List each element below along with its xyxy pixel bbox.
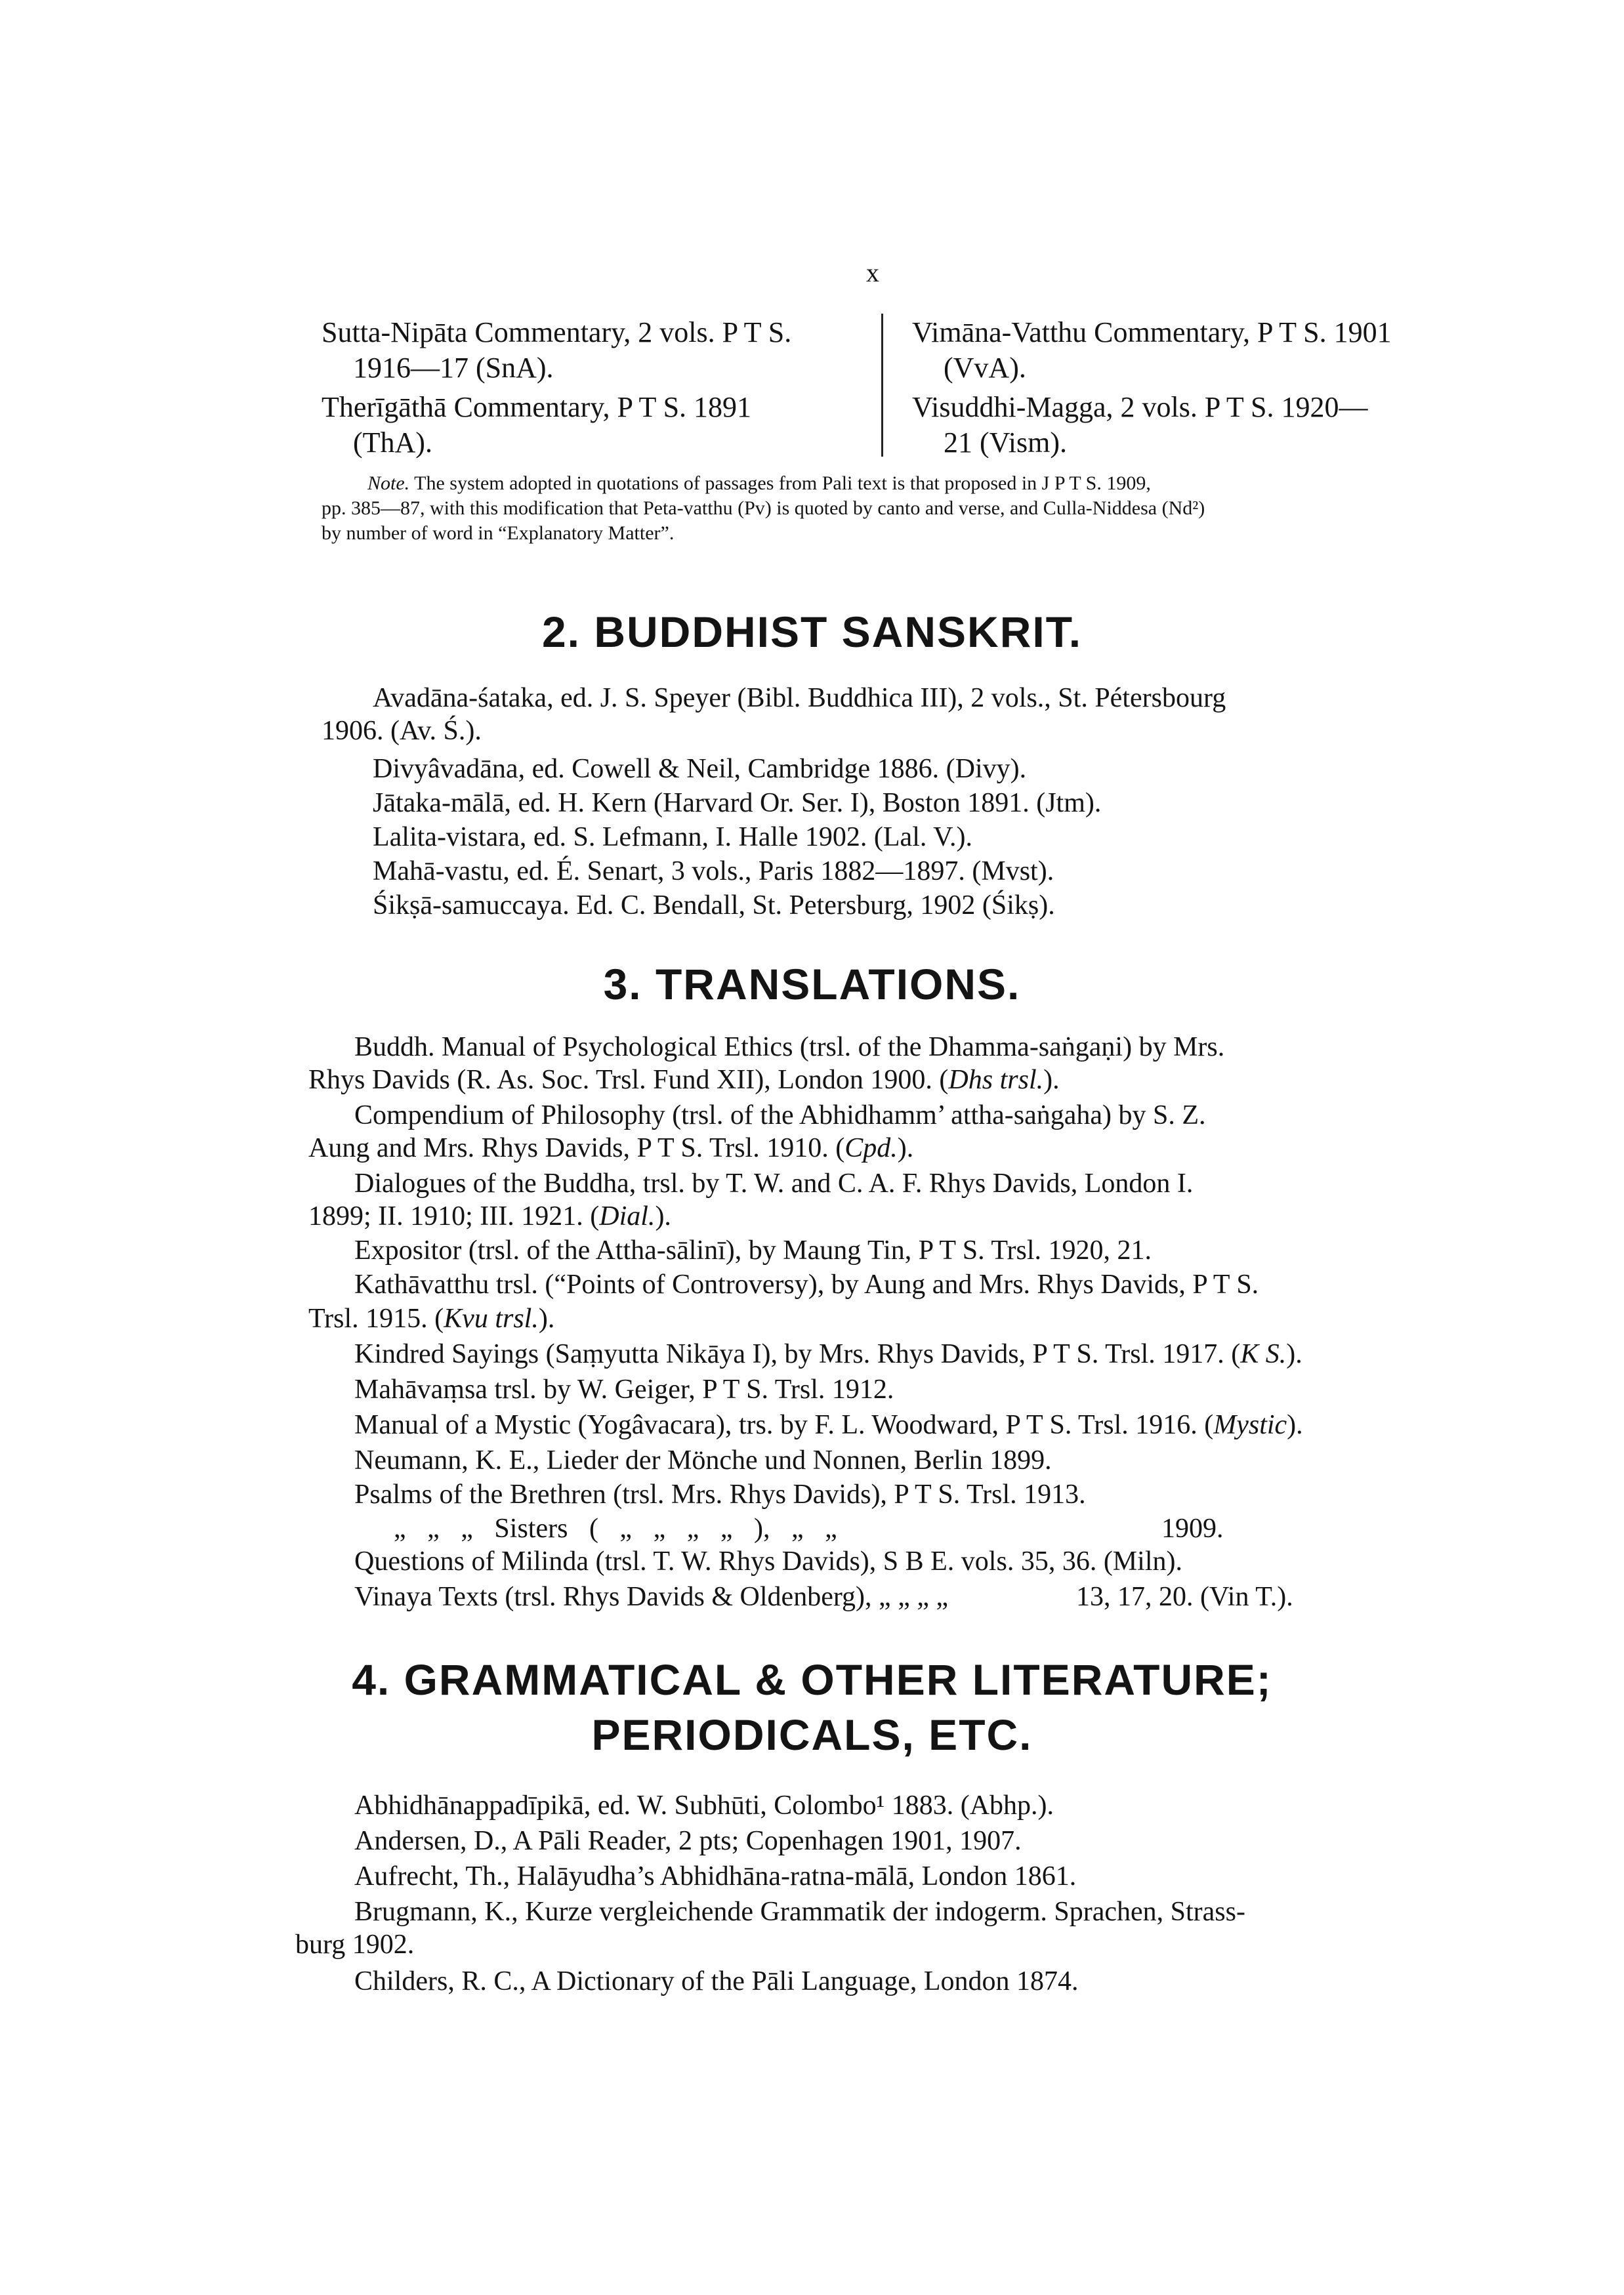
note-line [322, 471, 1444, 496]
bib-entry [912, 390, 1457, 461]
bib-entry-line: 21 (Vism). [944, 426, 1068, 459]
entry-line: Avadāna-śataka, ed. J. S. Speyer (Bibl. Buddhica III), 2 vols., St. Pétersbourg [373, 683, 1226, 713]
entry-line: Mahāvaṃsa trsl. by W. Geiger, P T S. Trsl. 1912. [354, 1375, 894, 1405]
entry-line [354, 1409, 1303, 1441]
note-text: The system adopted in quotations of passages from Pali text is that proposed in J P T S. 1909, [414, 472, 1151, 494]
entry-line: Psalms of the Brethren (trsl. Mrs. Rhys Davids), P T S. Trsl. 1913. [354, 1479, 1086, 1510]
entry-line-ditto: „ „ „ Sisters ( „ „ „ „ ), „ „ [394, 1514, 837, 1544]
abbreviation: K S. [1240, 1339, 1287, 1369]
pts-list-right [912, 315, 1457, 465]
page-number: x [866, 258, 879, 287]
entry-line: Buddh. Manual of Psychological Ethics (trsl. of the Dhamma-saṅgaṇi) by Mrs. [354, 1032, 1225, 1062]
abbreviation: Mystic [1213, 1410, 1287, 1440]
abbreviation: Dhs trsl. [948, 1065, 1044, 1095]
entry-line: Childers, R. C., A Dictionary of the Pāli Language, London 1874. [354, 1966, 1079, 1996]
bib-entry-line: (ThA). [353, 426, 432, 459]
bib-entry-line: Visuddhi-Magga, 2 vols. P T S. 1920— [912, 391, 1368, 423]
bib-entry-line: Vimāna-Vatthu Commentary, P T S. 1901 [912, 316, 1392, 348]
entry-line: Brugmann, K., Kurze vergleichende Grammatik der indogerm. Sprachen, Strass- [354, 1897, 1245, 1927]
entry-line: Abhidhānappadīpikā, ed. W. Subhūti, Colombo¹ 1883. (Abhp.). [354, 1790, 1054, 1821]
entry-line: Śikṣā-samuccaya. Ed. C. Bendall, St. Petersburg, 1902 (Śikṣ). [373, 890, 1055, 920]
heading-line: 4. GRAMMATICAL & OTHER LITERATURE; [352, 1655, 1272, 1704]
entry-text: Kindred Sayings (Saṃyutta Nikāya I), by Mrs. Rhys Davids, P T S. Trsl. 1917. ( [354, 1339, 1241, 1369]
entry-line: Expositor (trsl. of the Attha-sālinī), by Maung Tin, P T S. Trsl. 1920, 21. [354, 1235, 1152, 1266]
entry-line: Lalita-vistara, ed. S. Lefmann, I. Halle 1902. (Lal. V.). [373, 822, 973, 852]
entry-line: Aufrecht, Th., Halāyudha’s Abhidhāna-ratna-mālā, London 1861. [354, 1861, 1077, 1892]
note-label: Note. [367, 472, 410, 494]
entry-text: ). [1287, 1410, 1303, 1440]
column-divider [881, 314, 883, 457]
entry-line: Compendium of Philosophy (trsl. of the Abhidhamm’ attha-saṅgaha) by S. Z. [354, 1100, 1206, 1130]
entry-line: Jātaka-mālā, ed. H. Kern (Harvard Or. Ser. I), Boston 1891. (Jtm). [373, 788, 1102, 818]
bib-entry-line: (VvA). [944, 352, 1026, 384]
section-heading-translations: 3. TRANSLATIONS. [603, 960, 1021, 1008]
entry-line [308, 1201, 671, 1232]
entry-line [354, 1338, 1302, 1370]
entry-line [308, 1303, 554, 1334]
bib-entry [912, 315, 1457, 386]
abbreviation: Kvu trsl. [444, 1304, 539, 1334]
entry-line: Neumann, K. E., Lieder der Mönche und Nonnen, Berlin 1899. [354, 1445, 1052, 1476]
entry-year: 1909. [1161, 1514, 1224, 1544]
note-line: pp. 385—87, with this modification that Peta-vatthu (Pv) is quoted by canto and verse, and Culla-Niddesa (Nd²) [322, 497, 1205, 519]
entry-text: ). [538, 1304, 555, 1334]
entry-text: Rhys Davids (R. As. Soc. Trsl. Fund XII), London 1900. ( [308, 1065, 949, 1095]
note-line: by number of word in “Explanatory Matter”. [322, 522, 675, 544]
entry-line: Dialogues of the Buddha, trsl. by T. W. and C. A. F. Rhys Davids, London I. [354, 1168, 1194, 1199]
entry-line: Questions of Milinda (trsl. T. W. Rhys Davids), S B E. vols. 35, 36. (Miln). [354, 1546, 1182, 1577]
entry-line: Andersen, D., A Pāli Reader, 2 pts; Copenhagen 1901, 1907. [354, 1826, 1022, 1856]
section-heading-buddhist-sanskrit: 2. BUDDHIST SANSKRIT. [541, 608, 1083, 656]
bib-entry-line: 1916—17 (SnA). [353, 352, 554, 384]
entry-text: ). [655, 1201, 671, 1231]
entry-line [308, 1132, 913, 1164]
abbreviation: Dial. [599, 1201, 656, 1231]
entry-line: burg 1902. [295, 1930, 415, 1960]
bib-entry-line: Sutta-Nipāta Commentary, 2 vols. P T S. [322, 316, 792, 348]
entry-line: Kathāvatthu trsl. (“Points of Controversy), by Aung and Mrs. Rhys Davids, P T S. [354, 1270, 1259, 1300]
entry-text: ). [897, 1133, 914, 1163]
entry-text: ). [1286, 1339, 1302, 1369]
entry-line: Vinaya Texts (trsl. Rhys Davids & Oldenberg), „ „ „ „ [354, 1582, 949, 1612]
entry-text: 1899; II. 1910; III. 1921. ( [308, 1201, 600, 1231]
heading-line: PERIODICALS, ETC. [591, 1710, 1033, 1759]
bib-entry [322, 315, 866, 386]
pts-list-left [322, 315, 866, 465]
bib-entry-line: Therīgāthā Commentary, P T S. 1891 [322, 391, 752, 423]
entry-line: 1906. (Av. Ś.). [322, 716, 482, 746]
note-paragraph [322, 471, 1444, 546]
entry-line-end: 13, 17, 20. (Vin T.). [1076, 1582, 1293, 1612]
entry-text: ). [1043, 1065, 1060, 1095]
section-heading-grammatical [0, 1652, 1624, 1762]
bib-entry [322, 390, 866, 461]
entry-text: Aung and Mrs. Rhys Davids, P T S. Trsl. 1910. ( [308, 1133, 845, 1163]
entry-text: Manual of a Mystic (Yogâvacara), trs. by F. L. Woodward, P T S. Trsl. 1916. ( [354, 1410, 1214, 1440]
abbreviation: Cpd. [844, 1133, 898, 1163]
entry-line [308, 1064, 1060, 1096]
entry-text: Trsl. 1915. ( [308, 1304, 444, 1334]
entry-line: Divyâvadāna, ed. Cowell & Neil, Cambridge 1886. (Divy). [373, 754, 1027, 784]
entry-line: Mahā-vastu, ed. É. Senart, 3 vols., Paris 1882—1897. (Mvst). [373, 856, 1054, 886]
